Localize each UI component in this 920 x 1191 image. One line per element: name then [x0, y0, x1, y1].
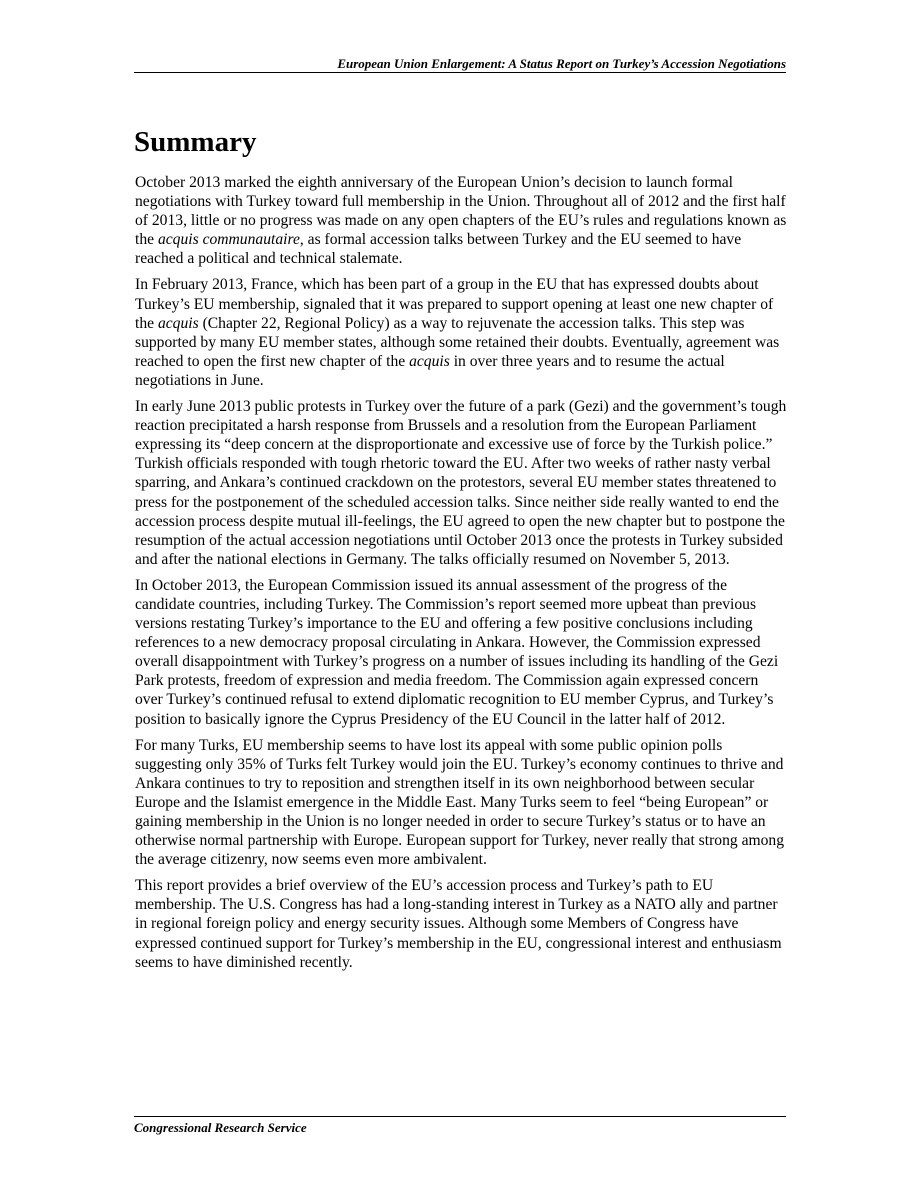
- footer-divider: [134, 1116, 786, 1117]
- summary-paragraph-6: This report provides a brief overview of the EU’s accession process and Turkey’s path to EU membership. The U.S. Congress has had a long-standing interest in Turkey as a NATO ally and partner in regional foreign policy and energy security issues. Although some Members of Congress have expressed continued support for Turkey’s membership in the EU, congressional interest and enthusiasm seems to have diminished recently.: [135, 877, 782, 971]
- summary-paragraph-1: [135, 173, 787, 268]
- summary-paragraph-2: [135, 275, 787, 390]
- italic-term: acquis: [409, 352, 450, 370]
- summary-paragraph-3: In early June 2013 public protests in Turkey over the future of a park (Gezi) and the government’s tough reaction precipitated a harsh response from Brussels and a resolution from the European Parliament expressing its “deep concern at the disproportionate and excessive use of force by the Turkish police.” Turkish officials responded with tough rhetoric toward the EU. After two weeks of rather nasty verbal sparring, and Ankara’s continued crackdown on the protestors, several EU member states threatened to press for the postponement of the scheduled accession talks. Since neither side really wanted to end the accession process despite mutual ill-feelings, the EU agreed to open the new chapter but to postpone the resumption of the actual accession negotiations until October 2013 once the protests in Turkey subsided and after the national elections in Germany. The talks officially resumed on November 5, 2013.: [135, 398, 787, 568]
- header-divider: [134, 72, 786, 73]
- paragraph-text: In February 2013, France, which has been part of a group in the EU that has expressed doubts about Turkey’s EU membership, signaled that it was prepared to support opening at least one new chapter of the: [135, 276, 774, 332]
- paragraph-text: (Chapter 22, Regional Policy) as a way to rejuvenate the accession talks. This step was supported by many EU member states, although some retained their doubts. Eventually, agreement was reached to open the first new chapter of the: [135, 314, 780, 370]
- italic-term: acquis: [157, 314, 199, 332]
- summary-paragraph-4: In October 2013, the European Commission issued its annual assessment of the progress of the candidate countries, including Turkey. The Commission’s report seemed more upbeat than previous versions restating Turkey’s importance to the EU and offering a few positive conclusions including references to a new democracy proposal circulating in Ankara. However, the Commission expressed overall disappointment with Turkey’s progress on a number of issues including its handling of the Gezi Park protests, freedom of expression and media freedom. The Commission again expressed concern over Turkey’s continued refusal to extend diplomatic recognition to EU member Cyprus, and Turkey’s position to basically ignore the Cyprus Presidency of the EU Council in the latter half of 2012.: [135, 576, 779, 728]
- paragraph-text: in over three years and to resume the actual negotiations in June.: [135, 352, 725, 389]
- paragraph-text: October 2013 marked the eighth anniversary of the European Union’s decision to launch formal negotiations with Turkey toward full membership in the Union. Throughout all of 2012 and the first half of 2013, little or no progress was made on any open chapters of the EU’s rules and regulations known as the: [135, 174, 787, 249]
- italic-term: acquis communautaire: [157, 231, 300, 249]
- summary-body: [135, 173, 787, 979]
- page-title: Summary: [134, 126, 257, 158]
- running-header: European Union Enlargement: A Status Report on Turkey’s Accession Negotiations: [337, 56, 786, 71]
- paragraph-text: , as formal accession talks between Turkey and the EU seemed to have reached a political and technical stalemate.: [135, 231, 742, 268]
- running-footer: Congressional Research Service: [134, 1120, 307, 1135]
- summary-paragraph-5: For many Turks, EU membership seems to have lost its appeal with some public opinion polls suggesting only 35% of Turks felt Turkey would join the EU. Turkey’s economy continues to thrive and Ankara continues to try to reposition and strengthen itself in its own neighborhood between secular Europe and the Islamist emergence in the Middle East. Many Turks seem to feel “being European” or gaining membership in the Union is no longer needed in order to secure Turkey’s status or to have an otherwise normal partnership with Europe. European support for Turkey, never really that strong among the average citizenry, now seems even more ambivalent.: [135, 736, 785, 869]
